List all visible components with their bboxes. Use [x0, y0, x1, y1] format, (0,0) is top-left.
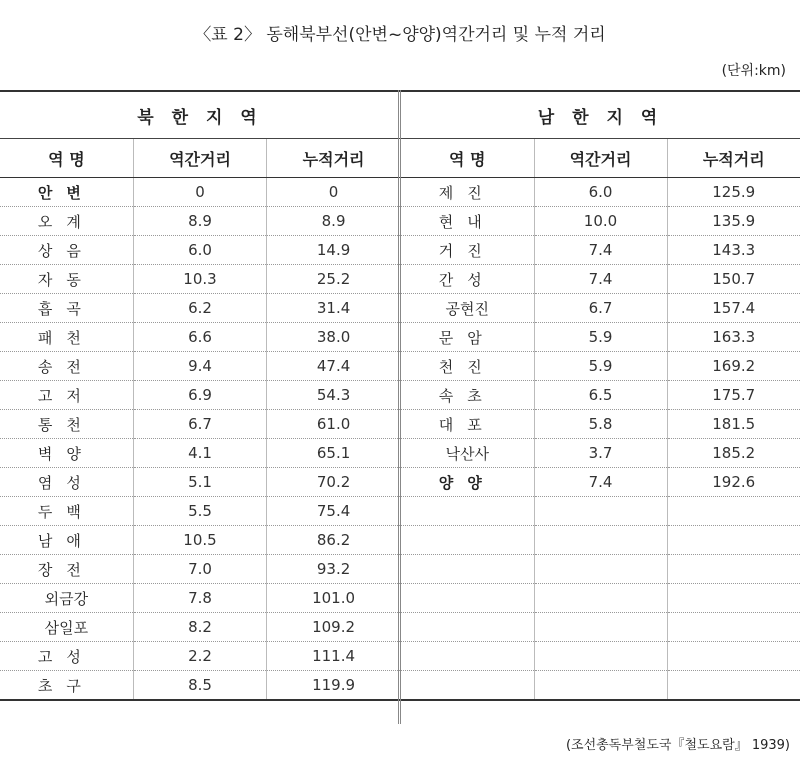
- station-name-cell: 패천: [0, 323, 133, 352]
- table-row: [401, 642, 800, 671]
- table-row: [401, 178, 800, 207]
- station-name-cell: 공현진: [401, 294, 534, 323]
- interval-distance-cell: 4.1: [133, 439, 266, 468]
- cumulative-distance-cell: 125.9: [667, 178, 800, 207]
- interval-distance-cell: 7.4: [534, 265, 667, 294]
- table-row: [0, 207, 400, 236]
- interval-distance-cell: 8.9: [133, 207, 266, 236]
- south-region-table: [401, 90, 800, 701]
- cumulative-distance-cell: 38.0: [267, 323, 400, 352]
- table-row: [0, 439, 400, 468]
- north-region-table: [0, 90, 400, 701]
- table-row: [0, 526, 400, 555]
- table-title: 〈표 2〉 동해북부선(안변~양양)역간거리 및 누적 거리: [194, 25, 606, 45]
- interval-distance-cell: [534, 526, 667, 555]
- cumulative-distance-cell: 25.2: [267, 265, 400, 294]
- interval-distance-cell: 8.5: [133, 671, 266, 701]
- station-name-cell: 현내: [401, 207, 534, 236]
- station-name-cell: 제진: [401, 178, 534, 207]
- cumulative-distance-cell: 14.9: [267, 236, 400, 265]
- interval-distance-cell: [534, 613, 667, 642]
- station-name-cell: 외금강: [0, 584, 133, 613]
- interval-distance-cell: 6.2: [133, 294, 266, 323]
- interval-distance-cell: [534, 555, 667, 584]
- interval-distance-cell: 10.0: [534, 207, 667, 236]
- station-name-cell: 남애: [0, 526, 133, 555]
- cumulative-distance-cell: [667, 497, 800, 526]
- station-name-cell: 통천: [0, 410, 133, 439]
- table-row: [401, 410, 800, 439]
- station-name-cell: 천진: [401, 352, 534, 381]
- table-row: [0, 584, 400, 613]
- interval-distance-cell: 6.0: [534, 178, 667, 207]
- table-row: [0, 613, 400, 642]
- cumulative-distance-cell: [667, 642, 800, 671]
- cumulative-distance-cell: 75.4: [267, 497, 400, 526]
- station-name-cell: [401, 642, 534, 671]
- cumulative-distance-cell: 111.4: [267, 642, 400, 671]
- cumulative-distance-cell: 0: [267, 178, 400, 207]
- interval-distance-cell: 6.6: [133, 323, 266, 352]
- cumulative-distance-cell: 54.3: [267, 381, 400, 410]
- station-name-cell: [401, 613, 534, 642]
- cumulative-distance-cell: 70.2: [267, 468, 400, 497]
- station-name-cell: 초구: [0, 671, 133, 701]
- table-row: [401, 497, 800, 526]
- station-name-cell: 염성: [0, 468, 133, 497]
- interval-distance-cell: 6.7: [534, 294, 667, 323]
- station-name-cell: 삼일포: [0, 613, 133, 642]
- interval-distance-cell: 6.5: [534, 381, 667, 410]
- interval-distance-cell: 7.4: [534, 468, 667, 497]
- source-citation: (조선총독부철도국『철도요람』 1939): [565, 738, 790, 753]
- interval-distance-cell: 2.2: [133, 642, 266, 671]
- table-row: [401, 671, 800, 701]
- station-name-header: 역 명: [401, 139, 534, 178]
- table-row: [401, 207, 800, 236]
- table-row: [401, 236, 800, 265]
- station-name-cell: 대포: [401, 410, 534, 439]
- cumulative-distance-cell: [667, 613, 800, 642]
- table-row: [0, 294, 400, 323]
- station-name-cell: 거진: [401, 236, 534, 265]
- interval-distance-cell: 6.0: [133, 236, 266, 265]
- station-name-cell: 송전: [0, 352, 133, 381]
- cumulative-distance-header: 누적거리: [667, 139, 800, 178]
- cumulative-distance-cell: 143.3: [667, 236, 800, 265]
- north-region-header: 북 한 지 역: [0, 91, 400, 139]
- station-name-cell: [401, 584, 534, 613]
- cumulative-distance-cell: 135.9: [667, 207, 800, 236]
- table-row: [401, 439, 800, 468]
- table-row: [0, 265, 400, 294]
- table-row: [401, 584, 800, 613]
- table-row: [0, 642, 400, 671]
- interval-distance-cell: 10.3: [133, 265, 266, 294]
- interval-distance-cell: 0: [133, 178, 266, 207]
- station-name-cell: 문암: [401, 323, 534, 352]
- interval-distance-cell: 5.5: [133, 497, 266, 526]
- station-name-cell: [401, 555, 534, 584]
- cumulative-distance-cell: 93.2: [267, 555, 400, 584]
- table-row: [0, 410, 400, 439]
- table-row: [0, 381, 400, 410]
- table-row: [401, 526, 800, 555]
- unit-label: (단위:km): [721, 63, 786, 79]
- station-name-cell: 두백: [0, 497, 133, 526]
- cumulative-distance-cell: 175.7: [667, 381, 800, 410]
- station-name-cell: 자동: [0, 265, 133, 294]
- table-row: [401, 323, 800, 352]
- station-name-cell: 오계: [0, 207, 133, 236]
- cumulative-distance-cell: 157.4: [667, 294, 800, 323]
- cumulative-distance-cell: [667, 526, 800, 555]
- north-region-rows: [0, 178, 400, 701]
- table-row: [401, 468, 800, 497]
- interval-distance-cell: 5.8: [534, 410, 667, 439]
- interval-distance-cell: 7.8: [133, 584, 266, 613]
- cumulative-distance-cell: 109.2: [267, 613, 400, 642]
- cumulative-distance-cell: [667, 584, 800, 613]
- cumulative-distance-cell: 8.9: [267, 207, 400, 236]
- cumulative-distance-cell: 119.9: [267, 671, 400, 701]
- cumulative-distance-cell: 47.4: [267, 352, 400, 381]
- station-name-cell: [401, 526, 534, 555]
- interval-distance-header: 역간거리: [534, 139, 667, 178]
- interval-distance-cell: 5.1: [133, 468, 266, 497]
- table-row: [401, 613, 800, 642]
- cumulative-distance-cell: 185.2: [667, 439, 800, 468]
- station-name-cell: 장전: [0, 555, 133, 584]
- cumulative-distance-cell: [667, 671, 800, 701]
- table-row: [0, 352, 400, 381]
- south-region-rows: [401, 178, 800, 701]
- table-row: [0, 468, 400, 497]
- station-name-cell: 벽양: [0, 439, 133, 468]
- cumulative-distance-cell: 31.4: [267, 294, 400, 323]
- station-name-cell: 고성: [0, 642, 133, 671]
- interval-distance-cell: 7.0: [133, 555, 266, 584]
- interval-distance-cell: 8.2: [133, 613, 266, 642]
- cumulative-distance-cell: 181.5: [667, 410, 800, 439]
- station-name-cell: 상음: [0, 236, 133, 265]
- station-name-cell: 낙산사: [401, 439, 534, 468]
- cumulative-distance-cell: 192.6: [667, 468, 800, 497]
- interval-distance-cell: [534, 497, 667, 526]
- table-row: [401, 265, 800, 294]
- station-name-cell: 흡곡: [0, 294, 133, 323]
- table-row: [0, 497, 400, 526]
- cumulative-distance-header: 누적거리: [267, 139, 400, 178]
- station-name-cell: 속초: [401, 381, 534, 410]
- cumulative-distance-cell: 169.2: [667, 352, 800, 381]
- interval-distance-cell: 3.7: [534, 439, 667, 468]
- table-row: [401, 381, 800, 410]
- cumulative-distance-cell: 65.1: [267, 439, 400, 468]
- interval-distance-cell: [534, 671, 667, 701]
- interval-distance-cell: 5.9: [534, 323, 667, 352]
- interval-distance-cell: 7.4: [534, 236, 667, 265]
- station-name-cell: [401, 497, 534, 526]
- interval-distance-header: 역간거리: [133, 139, 266, 178]
- table-row: [0, 555, 400, 584]
- interval-distance-cell: 5.9: [534, 352, 667, 381]
- station-name-cell: 양양: [401, 468, 534, 497]
- station-name-header: 역 명: [0, 139, 133, 178]
- station-name-cell: 안변: [0, 178, 133, 207]
- cumulative-distance-cell: 86.2: [267, 526, 400, 555]
- interval-distance-cell: 9.4: [133, 352, 266, 381]
- table-row: [0, 178, 400, 207]
- south-region-header: 남 한 지 역: [401, 91, 800, 139]
- station-name-cell: 고저: [0, 381, 133, 410]
- station-name-cell: 간성: [401, 265, 534, 294]
- table-row: [401, 294, 800, 323]
- cumulative-distance-cell: 61.0: [267, 410, 400, 439]
- interval-distance-cell: 10.5: [133, 526, 266, 555]
- table-row: [0, 236, 400, 265]
- cumulative-distance-cell: 150.7: [667, 265, 800, 294]
- interval-distance-cell: 6.9: [133, 381, 266, 410]
- table-row: [401, 352, 800, 381]
- table-row: [0, 671, 400, 701]
- station-name-cell: [401, 671, 534, 701]
- cumulative-distance-cell: 163.3: [667, 323, 800, 352]
- cumulative-distance-cell: [667, 555, 800, 584]
- table-row: [401, 555, 800, 584]
- interval-distance-cell: 6.7: [133, 410, 266, 439]
- table-row: [0, 323, 400, 352]
- interval-distance-cell: [534, 642, 667, 671]
- cumulative-distance-cell: 101.0: [267, 584, 400, 613]
- interval-distance-cell: [534, 584, 667, 613]
